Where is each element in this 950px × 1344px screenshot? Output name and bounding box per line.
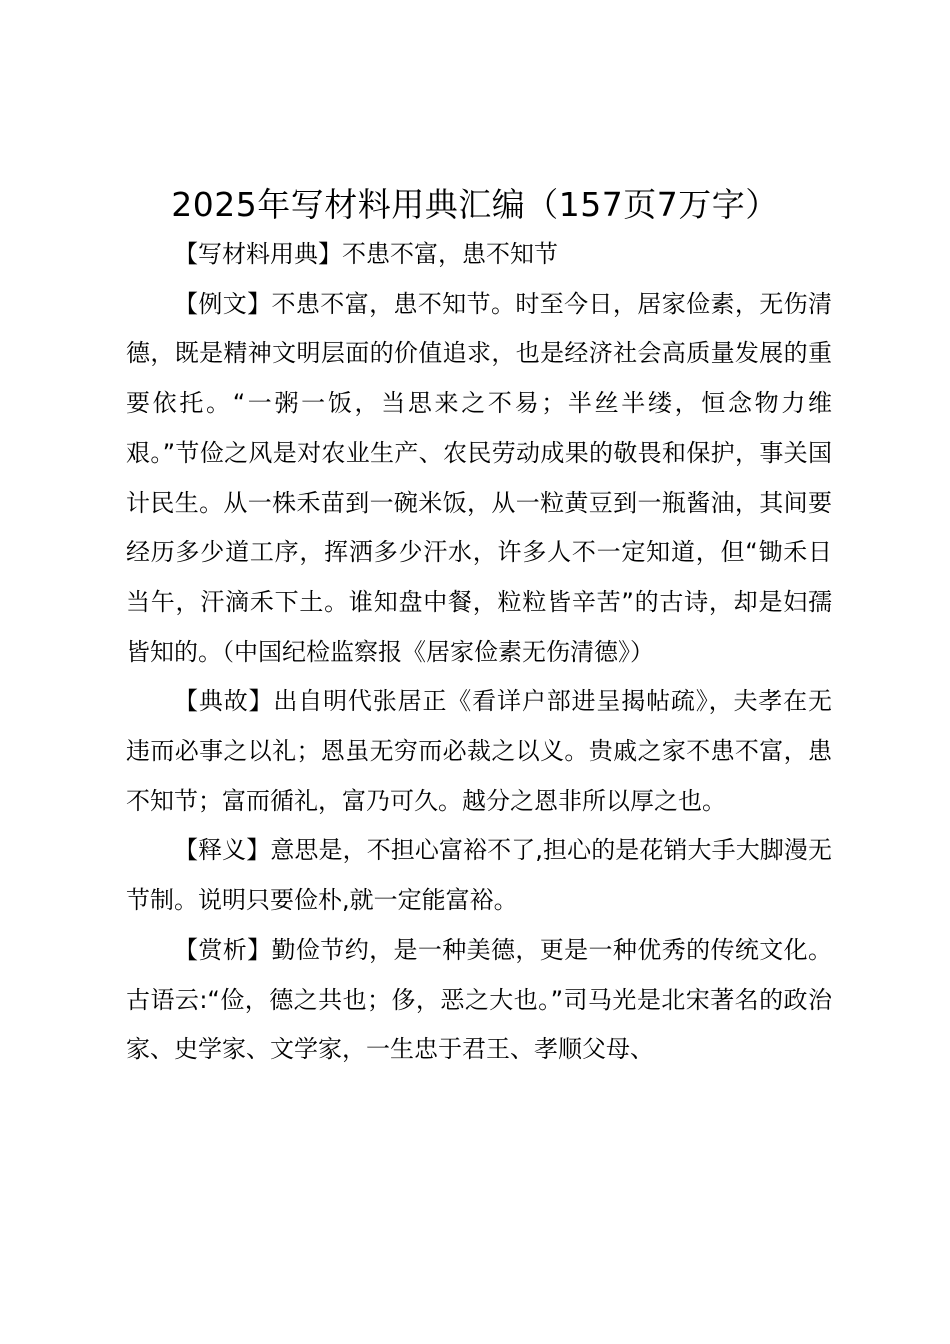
paragraph-allusion: 【典故】出自明代张居正《看详户部进呈揭帖疏》，夫孝在无违而必事之以礼；恩虽无穷而必裁之以义。贵戚之家不患不富，患不知节；富而循礼，富乃可久。越分之恩非所以厚之也。 xyxy=(126,687,832,815)
paragraph-appreciation: 【赏析】勤俭节约，是一种美德，更是一种优秀的传统文化。古语云:“俭，德之共也；侈，恶之大也。”司马光是北宋著名的政治家、史学家、文学家，一生忠于君王、孝顺父母、 xyxy=(126,935,832,1064)
document-body xyxy=(126,230,832,1075)
paragraph-heading: 【写材料用典】不患不富，患不知节 xyxy=(174,240,558,268)
document-title: 2025年写材料用典汇编（157页7万字） xyxy=(171,185,779,224)
paragraph-meaning: 【释义】意思是，不担心富裕不了,担心的是花销大手大脚漫无节制。说明只要俭朴,就一定能富裕。 xyxy=(126,836,832,915)
paragraph-example: 【例文】不患不富，患不知节。时至今日，居家俭素，无伤清德，既是精神文明层面的价值追求，也是经济社会高质量发展的重要依托。“一粥一饭，当思来之不易；半丝半缕，恒念物力维艰。”节俭之风是对农业生产、农民劳动成果的敬畏和保护，事关国计民生。从一株禾苗到一碗米饭，从一粒黄豆到一瓶酱油，其间要经历多少道工序，挥洒多少汗水，许多人不一定知道，但“锄禾日当午，汗滴禾下土。谁知盘中餐，粒粒皆辛苦”的古诗，却是妇孺皆知的。（中国纪检监察报《居家俭素无伤清德》） xyxy=(126,289,832,666)
